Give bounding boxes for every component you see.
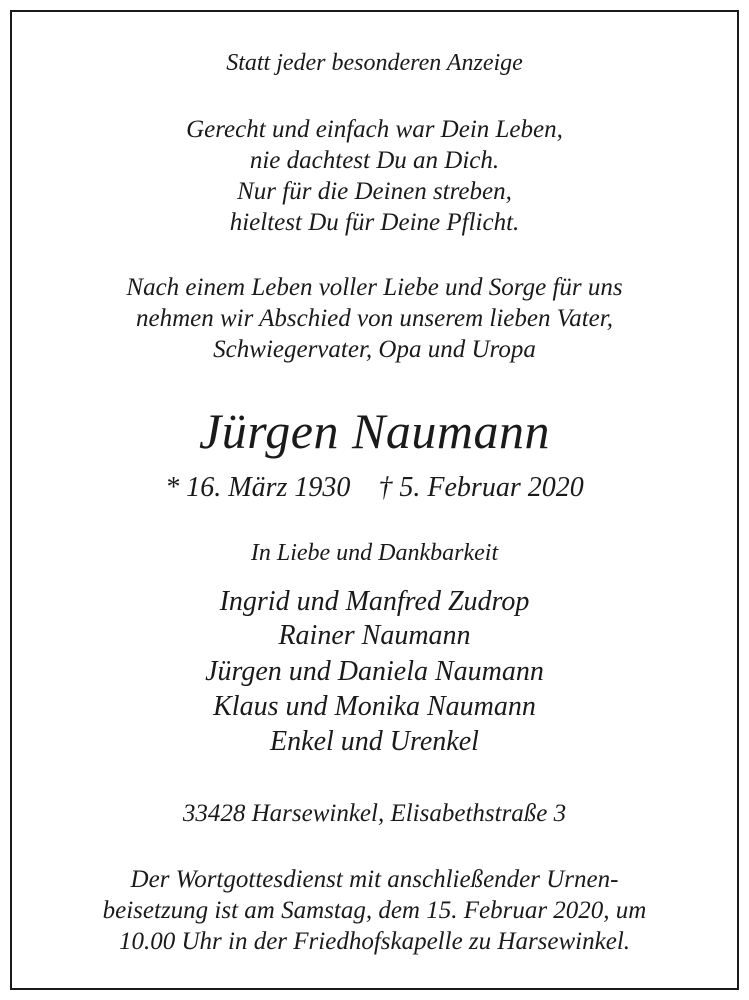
poem-line: Gerecht und einfach war Dein Leben,: [186, 116, 563, 143]
service-line: beisetzung ist am Samstag, dem 15. Februar 2020, um: [102, 897, 647, 924]
poem-line: Nur für die Deinen streben,: [237, 178, 512, 205]
address: 33428 Harsewinkel, Elisabethstraße 3: [182, 800, 567, 827]
birth-date: * 16. März 1930: [165, 472, 351, 503]
mourner-line: Enkel und Urenkel: [270, 726, 479, 757]
mourner-line: Klaus und Monika Naumann: [213, 691, 536, 722]
intro-line: Schwiegervater, Opa und Uropa: [213, 336, 536, 363]
poem-line: nie dachtest Du an Dich.: [249, 147, 500, 174]
life-dates: [0, 472, 749, 504]
notice-header: Statt jeder besonderen Anzeige: [226, 50, 523, 76]
dedication: In Liebe und Dankbarkeit: [250, 540, 499, 566]
intro-line: Nach einem Leben voller Liebe und Sorge für uns: [126, 274, 623, 301]
mourner-line: Ingrid und Manfred Zudrop: [219, 586, 530, 617]
mourner-line: Jürgen und Daniela Naumann: [205, 656, 544, 687]
death-date: † 5. Februar 2020: [378, 472, 584, 503]
service-line: 10.00 Uhr in der Friedhofskapelle zu Harsewinkel.: [118, 928, 631, 955]
service-line: Der Wortgottesdienst mit anschließender Urnen-: [130, 866, 619, 893]
mourner-line: Rainer Naumann: [278, 620, 471, 651]
intro-line: nehmen wir Abschied von unserem lieben Vater,: [136, 305, 613, 332]
poem-line: hieltest Du für Deine Pflicht.: [229, 209, 520, 236]
deceased-name: Jürgen Naumann: [199, 403, 550, 459]
